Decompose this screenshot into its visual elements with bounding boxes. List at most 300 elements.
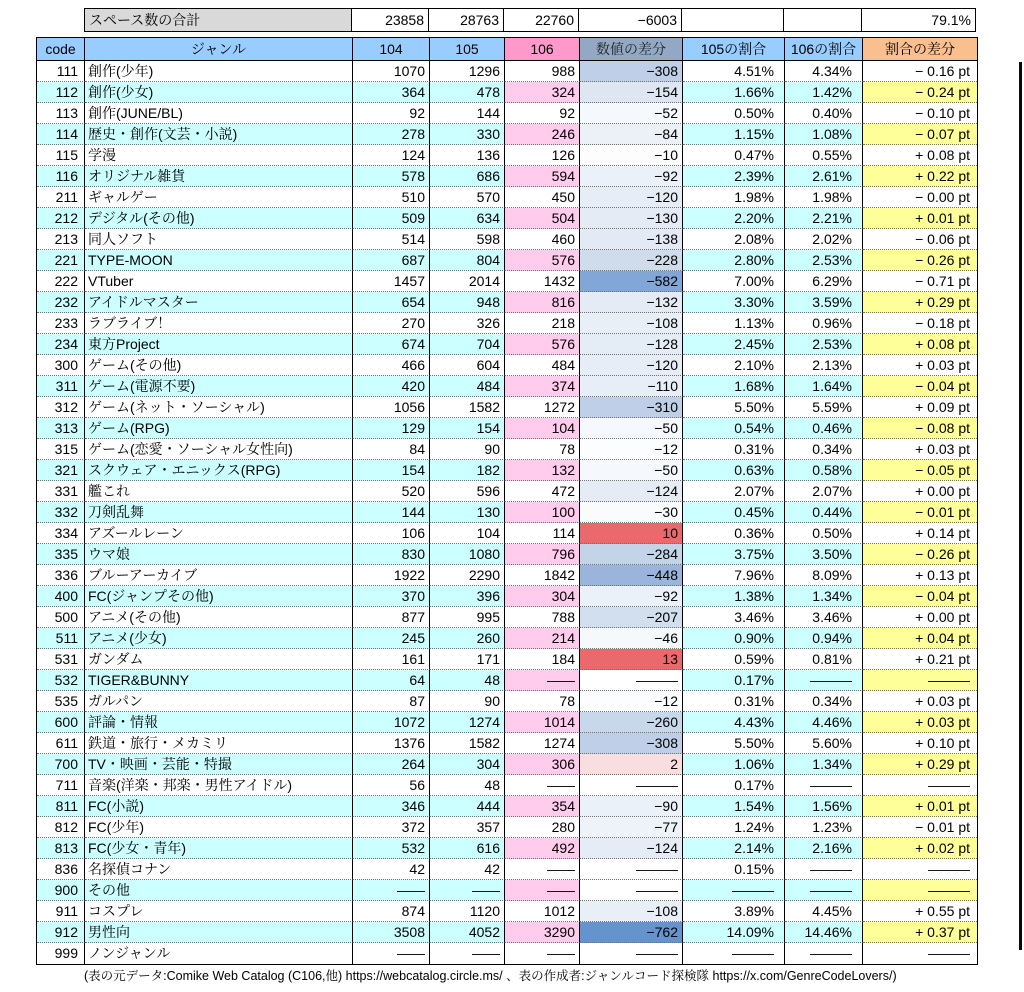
cell-code[interactable]: 711 <box>37 775 85 796</box>
cell-pdiff[interactable]: + 0.37 pt <box>863 922 977 943</box>
cell-c104[interactable]: 1457 <box>353 271 430 292</box>
cell-c105[interactable]: 154 <box>430 418 505 439</box>
cell-c104[interactable]: 874 <box>353 901 430 922</box>
cell-code[interactable]: 222 <box>37 271 85 292</box>
cell-p105[interactable]: 7.00% <box>683 271 785 292</box>
cell-c106[interactable]: 1272 <box>505 397 580 418</box>
cell-p105[interactable]: 0.31% <box>683 439 785 460</box>
cell-c106[interactable]: —— <box>505 880 580 901</box>
cell-genre[interactable]: 同人ソフト <box>85 229 353 250</box>
cell-c105[interactable]: 48 <box>430 670 505 691</box>
cell-c106[interactable]: 218 <box>505 313 580 334</box>
cell-p106[interactable]: 3.46% <box>785 607 863 628</box>
column-header-code[interactable]: code <box>37 38 85 61</box>
cell-c104[interactable]: 129 <box>353 418 430 439</box>
cell-c106[interactable]: 132 <box>505 460 580 481</box>
cell-diff[interactable]: −12 <box>580 691 683 712</box>
cell-c104[interactable]: 124 <box>353 145 430 166</box>
cell-c104[interactable]: 510 <box>353 187 430 208</box>
cell-c105[interactable]: 2290 <box>430 565 505 586</box>
cell-p106[interactable]: 1.23% <box>785 817 863 838</box>
cell-diff[interactable]: −30 <box>580 502 683 523</box>
cell-c105[interactable]: 484 <box>430 376 505 397</box>
cell-diff[interactable]: −50 <box>580 418 683 439</box>
cell-diff[interactable]: −120 <box>580 355 683 376</box>
cell-p105[interactable]: 1.68% <box>683 376 785 397</box>
cell-pdiff[interactable]: − 0.05 pt <box>863 460 977 481</box>
cell-p105[interactable]: 0.50% <box>683 103 785 124</box>
cell-code[interactable]: 321 <box>37 460 85 481</box>
cell-c105[interactable]: 1080 <box>430 544 505 565</box>
cell-c105[interactable]: 330 <box>430 124 505 145</box>
cell-p106[interactable]: 0.34% <box>785 691 863 712</box>
cell-genre[interactable]: 学漫 <box>85 145 353 166</box>
cell-pdiff[interactable]: + 0.04 pt <box>863 628 977 649</box>
cell-genre[interactable]: 鉄道・旅行・メカミリ <box>85 733 353 754</box>
cell-genre[interactable]: 男性向 <box>85 922 353 943</box>
cell-genre[interactable]: 歴史・創作(文芸・小説) <box>85 124 353 145</box>
summary-label-cell[interactable]: スペース数の合計 <box>84 8 352 32</box>
cell-c106[interactable]: —— <box>505 943 580 964</box>
cell-c104[interactable]: 106 <box>353 523 430 544</box>
cell-c104[interactable]: 830 <box>353 544 430 565</box>
cell-genre[interactable]: ギャルゲー <box>85 187 353 208</box>
cell-genre[interactable]: FC(小説) <box>85 796 353 817</box>
cell-c106[interactable]: 788 <box>505 607 580 628</box>
cell-c106[interactable]: 100 <box>505 502 580 523</box>
cell-code[interactable]: 300 <box>37 355 85 376</box>
cell-p106[interactable]: 4.45% <box>785 901 863 922</box>
cell-diff[interactable]: −228 <box>580 250 683 271</box>
cell-pdiff[interactable]: + 0.13 pt <box>863 565 977 586</box>
column-header-share-diff[interactable]: 割合の差分 <box>863 38 977 61</box>
cell-p106[interactable]: 0.50% <box>785 523 863 544</box>
cell-diff[interactable]: −120 <box>580 187 683 208</box>
cell-c106[interactable]: —— <box>505 859 580 880</box>
cell-p106[interactable]: 1.64% <box>785 376 863 397</box>
cell-p106[interactable]: 6.29% <box>785 271 863 292</box>
cell-pdiff[interactable]: ——— <box>863 670 977 691</box>
cell-p105[interactable]: 2.07% <box>683 481 785 502</box>
cell-c104[interactable]: —— <box>353 943 430 964</box>
cell-c106[interactable]: 816 <box>505 292 580 313</box>
cell-code[interactable]: 232 <box>37 292 85 313</box>
cell-p106[interactable]: 1.56% <box>785 796 863 817</box>
cell-c106[interactable]: 92 <box>505 103 580 124</box>
cell-pdiff[interactable]: − 0.71 pt <box>863 271 977 292</box>
cell-pdiff[interactable]: + 0.10 pt <box>863 733 977 754</box>
cell-code[interactable]: 116 <box>37 166 85 187</box>
cell-pdiff[interactable]: + 0.21 pt <box>863 649 977 670</box>
cell-p106[interactable]: 5.60% <box>785 733 863 754</box>
cell-pdiff[interactable]: ——— <box>863 859 977 880</box>
cell-c104[interactable]: 92 <box>353 103 430 124</box>
cell-p105[interactable]: 4.51% <box>683 61 785 82</box>
cell-p105[interactable]: 0.47% <box>683 145 785 166</box>
cell-c104[interactable]: —— <box>353 880 430 901</box>
cell-pdiff[interactable]: + 0.03 pt <box>863 712 977 733</box>
cell-c104[interactable]: 514 <box>353 229 430 250</box>
cell-p106[interactable]: 2.61% <box>785 166 863 187</box>
cell-p105[interactable]: 5.50% <box>683 733 785 754</box>
cell-diff[interactable]: −110 <box>580 376 683 397</box>
cell-p106[interactable]: 0.96% <box>785 313 863 334</box>
cell-code[interactable]: 611 <box>37 733 85 754</box>
cell-c105[interactable]: 598 <box>430 229 505 250</box>
cell-c104[interactable]: 509 <box>353 208 430 229</box>
cell-c104[interactable]: 420 <box>353 376 430 397</box>
cell-code[interactable]: 336 <box>37 565 85 586</box>
cell-p105[interactable]: 5.50% <box>683 397 785 418</box>
cell-genre[interactable]: 東方Project <box>85 334 353 355</box>
cell-p106[interactable]: 3.50% <box>785 544 863 565</box>
column-header-106-share[interactable]: 106の割合 <box>785 38 863 61</box>
cell-c106[interactable]: 324 <box>505 82 580 103</box>
cell-genre[interactable]: アニメ(少女) <box>85 628 353 649</box>
column-header-104[interactable]: 104 <box>353 38 430 61</box>
cell-pdiff[interactable]: + 0.09 pt <box>863 397 977 418</box>
cell-genre[interactable]: 名探偵コナン <box>85 859 353 880</box>
cell-p106[interactable]: ——— <box>785 670 863 691</box>
cell-c104[interactable]: 84 <box>353 439 430 460</box>
cell-c106[interactable]: 354 <box>505 796 580 817</box>
cell-p105[interactable]: 7.96% <box>683 565 785 586</box>
cell-c106[interactable]: 796 <box>505 544 580 565</box>
cell-diff[interactable]: −310 <box>580 397 683 418</box>
cell-p106[interactable]: 2.53% <box>785 334 863 355</box>
cell-p105[interactable]: 0.90% <box>683 628 785 649</box>
cell-c105[interactable]: 2014 <box>430 271 505 292</box>
cell-pdiff[interactable]: + 0.03 pt <box>863 355 977 376</box>
cell-pdiff[interactable]: − 0.04 pt <box>863 376 977 397</box>
cell-pdiff[interactable]: + 0.03 pt <box>863 691 977 712</box>
cell-pdiff[interactable]: − 0.10 pt <box>863 103 977 124</box>
cell-c104[interactable]: 144 <box>353 502 430 523</box>
cell-p105[interactable]: 3.30% <box>683 292 785 313</box>
cell-c106[interactable]: 472 <box>505 481 580 502</box>
cell-code[interactable]: 535 <box>37 691 85 712</box>
cell-pdiff[interactable]: − 0.24 pt <box>863 82 977 103</box>
cell-c106[interactable]: 576 <box>505 334 580 355</box>
cell-c106[interactable]: 1432 <box>505 271 580 292</box>
cell-genre[interactable]: 創作(少女) <box>85 82 353 103</box>
cell-genre[interactable]: ノンジャンル <box>85 943 353 964</box>
cell-pdiff[interactable]: + 0.02 pt <box>863 838 977 859</box>
column-header-106[interactable]: 106 <box>505 38 580 61</box>
cell-c105[interactable]: 995 <box>430 607 505 628</box>
cell-genre[interactable]: TIGER&BUNNY <box>85 670 353 691</box>
summary-blank-cell-1[interactable] <box>681 8 784 32</box>
cell-genre[interactable]: 刀剣乱舞 <box>85 502 353 523</box>
cell-code[interactable]: 911 <box>37 901 85 922</box>
cell-c106[interactable]: 504 <box>505 208 580 229</box>
cell-code[interactable]: 315 <box>37 439 85 460</box>
cell-genre[interactable]: アイドルマスター <box>85 292 353 313</box>
cell-diff[interactable]: −132 <box>580 292 683 313</box>
cell-diff[interactable]: −308 <box>580 733 683 754</box>
cell-genre[interactable]: ブルーアーカイブ <box>85 565 353 586</box>
cell-c104[interactable]: 56 <box>353 775 430 796</box>
cell-c104[interactable]: 364 <box>353 82 430 103</box>
cell-genre[interactable]: アニメ(その他) <box>85 607 353 628</box>
cell-c104[interactable]: 687 <box>353 250 430 271</box>
cell-diff[interactable]: −154 <box>580 82 683 103</box>
cell-c106[interactable]: 214 <box>505 628 580 649</box>
cell-c106[interactable]: 184 <box>505 649 580 670</box>
cell-code[interactable]: 113 <box>37 103 85 124</box>
cell-c104[interactable]: 346 <box>353 796 430 817</box>
cell-c104[interactable]: 1070 <box>353 61 430 82</box>
cell-p106[interactable]: 1.42% <box>785 82 863 103</box>
cell-code[interactable]: 332 <box>37 502 85 523</box>
cell-c106[interactable]: —— <box>505 670 580 691</box>
cell-code[interactable]: 900 <box>37 880 85 901</box>
cell-diff[interactable]: −108 <box>580 901 683 922</box>
cell-c104[interactable]: 42 <box>353 859 430 880</box>
cell-genre[interactable]: FC(少女・青年) <box>85 838 353 859</box>
cell-p105[interactable]: 0.15% <box>683 859 785 880</box>
cell-c105[interactable]: 42 <box>430 859 505 880</box>
cell-p105[interactable]: 1.98% <box>683 187 785 208</box>
cell-code[interactable]: 532 <box>37 670 85 691</box>
cell-code[interactable]: 836 <box>37 859 85 880</box>
cell-p105[interactable]: 0.54% <box>683 418 785 439</box>
cell-genre[interactable]: TYPE-MOON <box>85 250 353 271</box>
cell-genre[interactable]: オリジナル雑貨 <box>85 166 353 187</box>
cell-pdiff[interactable]: − 0.08 pt <box>863 418 977 439</box>
summary-total-106-cell[interactable]: 22760 <box>503 8 579 32</box>
cell-c105[interactable]: 357 <box>430 817 505 838</box>
cell-genre[interactable]: ガンダム <box>85 649 353 670</box>
cell-p105[interactable]: 0.59% <box>683 649 785 670</box>
cell-c105[interactable]: 130 <box>430 502 505 523</box>
cell-pdiff[interactable]: + 0.01 pt <box>863 796 977 817</box>
cell-diff[interactable]: −46 <box>580 628 683 649</box>
cell-c105[interactable]: 634 <box>430 208 505 229</box>
cell-diff[interactable]: −50 <box>580 460 683 481</box>
cell-pdiff[interactable]: + 0.00 pt <box>863 481 977 502</box>
summary-ratio-cell[interactable]: 79.1% <box>861 8 976 32</box>
cell-code[interactable]: 115 <box>37 145 85 166</box>
cell-p106[interactable]: 2.16% <box>785 838 863 859</box>
cell-code[interactable]: 212 <box>37 208 85 229</box>
cell-p105[interactable]: 0.45% <box>683 502 785 523</box>
cell-code[interactable]: 812 <box>37 817 85 838</box>
cell-pdiff[interactable]: + 0.03 pt <box>863 439 977 460</box>
cell-p105[interactable]: 4.43% <box>683 712 785 733</box>
cell-diff[interactable]: 2 <box>580 754 683 775</box>
cell-p106[interactable]: 8.09% <box>785 565 863 586</box>
cell-c104[interactable]: 578 <box>353 166 430 187</box>
cell-diff[interactable]: ——— <box>580 859 683 880</box>
cell-p106[interactable]: 0.40% <box>785 103 863 124</box>
cell-code[interactable]: 234 <box>37 334 85 355</box>
cell-code[interactable]: 111 <box>37 61 85 82</box>
cell-c104[interactable]: 87 <box>353 691 430 712</box>
cell-p105[interactable]: 1.24% <box>683 817 785 838</box>
column-header-genre[interactable]: ジャンル <box>85 38 353 61</box>
cell-c106[interactable]: 1842 <box>505 565 580 586</box>
cell-c105[interactable]: 616 <box>430 838 505 859</box>
cell-code[interactable]: 531 <box>37 649 85 670</box>
cell-diff[interactable]: −260 <box>580 712 683 733</box>
cell-p105[interactable]: 2.45% <box>683 334 785 355</box>
cell-diff[interactable]: −138 <box>580 229 683 250</box>
cell-code[interactable]: 700 <box>37 754 85 775</box>
cell-pdiff[interactable]: − 0.01 pt <box>863 817 977 838</box>
cell-p106[interactable]: 0.55% <box>785 145 863 166</box>
cell-genre[interactable]: スクウェア・エニックス(RPG) <box>85 460 353 481</box>
cell-p105[interactable]: 2.14% <box>683 838 785 859</box>
cell-code[interactable]: 335 <box>37 544 85 565</box>
cell-p106[interactable]: ——— <box>785 859 863 880</box>
cell-c104[interactable]: 264 <box>353 754 430 775</box>
cell-p105[interactable]: 2.20% <box>683 208 785 229</box>
cell-diff[interactable]: ——— <box>580 775 683 796</box>
cell-diff[interactable]: −762 <box>580 922 683 943</box>
cell-p105[interactable]: 2.39% <box>683 166 785 187</box>
cell-p105[interactable]: ——— <box>683 880 785 901</box>
cell-c105[interactable]: 326 <box>430 313 505 334</box>
cell-code[interactable]: 511 <box>37 628 85 649</box>
cell-code[interactable]: 312 <box>37 397 85 418</box>
cell-genre[interactable]: 艦これ <box>85 481 353 502</box>
cell-c105[interactable]: 4052 <box>430 922 505 943</box>
cell-genre[interactable]: デジタル(その他) <box>85 208 353 229</box>
cell-c104[interactable]: 64 <box>353 670 430 691</box>
cell-diff[interactable]: −207 <box>580 607 683 628</box>
cell-p106[interactable]: 5.59% <box>785 397 863 418</box>
cell-c106[interactable]: 1274 <box>505 733 580 754</box>
cell-c104[interactable]: 1376 <box>353 733 430 754</box>
cell-c106[interactable]: 3290 <box>505 922 580 943</box>
cell-p106[interactable]: 2.02% <box>785 229 863 250</box>
cell-c105[interactable]: 604 <box>430 355 505 376</box>
cell-c104[interactable]: 532 <box>353 838 430 859</box>
cell-diff[interactable]: ——— <box>580 670 683 691</box>
cell-p105[interactable]: 1.15% <box>683 124 785 145</box>
cell-diff[interactable]: −90 <box>580 796 683 817</box>
cell-p106[interactable]: ——— <box>785 880 863 901</box>
cell-p105[interactable]: 3.75% <box>683 544 785 565</box>
cell-genre[interactable]: 創作(JUNE/BL) <box>85 103 353 124</box>
cell-c104[interactable]: 877 <box>353 607 430 628</box>
cell-c104[interactable]: 3508 <box>353 922 430 943</box>
cell-genre[interactable]: FC(少年) <box>85 817 353 838</box>
cell-genre[interactable]: ゲーム(RPG) <box>85 418 353 439</box>
cell-c105[interactable]: 304 <box>430 754 505 775</box>
cell-diff[interactable]: −92 <box>580 586 683 607</box>
cell-genre[interactable]: アズールレーン <box>85 523 353 544</box>
cell-p106[interactable]: 0.58% <box>785 460 863 481</box>
cell-c105[interactable]: 704 <box>430 334 505 355</box>
cell-c104[interactable]: 674 <box>353 334 430 355</box>
cell-p105[interactable]: 2.80% <box>683 250 785 271</box>
cell-c104[interactable]: 270 <box>353 313 430 334</box>
cell-diff[interactable]: −84 <box>580 124 683 145</box>
cell-pdiff[interactable]: − 0.04 pt <box>863 586 977 607</box>
cell-genre[interactable]: VTuber <box>85 271 353 292</box>
cell-p105[interactable]: 0.17% <box>683 670 785 691</box>
summary-diff-cell[interactable]: −6003 <box>578 8 682 32</box>
cell-c106[interactable]: 576 <box>505 250 580 271</box>
cell-p106[interactable]: ——— <box>785 775 863 796</box>
cell-genre[interactable]: ラブライブ！ <box>85 313 353 334</box>
cell-p105[interactable]: 0.63% <box>683 460 785 481</box>
cell-c105[interactable]: 48 <box>430 775 505 796</box>
cell-code[interactable]: 311 <box>37 376 85 397</box>
cell-c105[interactable]: 948 <box>430 292 505 313</box>
summary-blank-cell-2[interactable] <box>783 8 862 32</box>
cell-diff[interactable]: 13 <box>580 649 683 670</box>
cell-c106[interactable]: 126 <box>505 145 580 166</box>
cell-diff[interactable]: ——— <box>580 943 683 964</box>
cell-c105[interactable]: 144 <box>430 103 505 124</box>
cell-p106[interactable]: 2.13% <box>785 355 863 376</box>
cell-c104[interactable]: 1922 <box>353 565 430 586</box>
cell-c106[interactable]: 374 <box>505 376 580 397</box>
cell-code[interactable]: 600 <box>37 712 85 733</box>
cell-c104[interactable]: 154 <box>353 460 430 481</box>
cell-c105[interactable]: 1296 <box>430 61 505 82</box>
cell-p105[interactable]: 14.09% <box>683 922 785 943</box>
cell-pdiff[interactable]: + 0.29 pt <box>863 292 977 313</box>
cell-code[interactable]: 114 <box>37 124 85 145</box>
cell-genre[interactable]: 評論・情報 <box>85 712 353 733</box>
cell-pdiff[interactable]: − 0.18 pt <box>863 313 977 334</box>
cell-c104[interactable]: 245 <box>353 628 430 649</box>
cell-c104[interactable]: 161 <box>353 649 430 670</box>
cell-p105[interactable]: 2.10% <box>683 355 785 376</box>
cell-diff[interactable]: −92 <box>580 166 683 187</box>
cell-p105[interactable]: 1.66% <box>683 82 785 103</box>
cell-c105[interactable]: 182 <box>430 460 505 481</box>
cell-c106[interactable]: 450 <box>505 187 580 208</box>
cell-p106[interactable]: 0.81% <box>785 649 863 670</box>
cell-c105[interactable]: 90 <box>430 439 505 460</box>
cell-c105[interactable]: 1120 <box>430 901 505 922</box>
cell-c106[interactable]: 304 <box>505 586 580 607</box>
cell-pdiff[interactable]: ——— <box>863 880 977 901</box>
cell-pdiff[interactable]: + 0.14 pt <box>863 523 977 544</box>
cell-code[interactable]: 500 <box>37 607 85 628</box>
cell-p105[interactable]: 0.31% <box>683 691 785 712</box>
cell-diff[interactable]: ——— <box>580 880 683 901</box>
cell-genre[interactable]: その他 <box>85 880 353 901</box>
cell-pdiff[interactable]: − 0.00 pt <box>863 187 977 208</box>
cell-genre[interactable]: ガルパン <box>85 691 353 712</box>
cell-genre[interactable]: FC(ジャンプその他) <box>85 586 353 607</box>
cell-c104[interactable]: 1072 <box>353 712 430 733</box>
cell-p106[interactable]: 0.94% <box>785 628 863 649</box>
cell-p105[interactable]: 1.54% <box>683 796 785 817</box>
cell-p106[interactable]: 4.34% <box>785 61 863 82</box>
cell-p105[interactable]: 0.36% <box>683 523 785 544</box>
cell-p106[interactable]: 4.46% <box>785 712 863 733</box>
cell-c106[interactable]: 280 <box>505 817 580 838</box>
cell-p105[interactable]: 1.38% <box>683 586 785 607</box>
cell-c104[interactable]: 466 <box>353 355 430 376</box>
cell-diff[interactable]: 10 <box>580 523 683 544</box>
cell-c105[interactable]: 804 <box>430 250 505 271</box>
cell-c105[interactable]: 478 <box>430 82 505 103</box>
cell-code[interactable]: 221 <box>37 250 85 271</box>
cell-c105[interactable]: —— <box>430 880 505 901</box>
cell-p105[interactable]: 1.13% <box>683 313 785 334</box>
cell-p106[interactable]: 0.46% <box>785 418 863 439</box>
cell-code[interactable]: 211 <box>37 187 85 208</box>
cell-code[interactable]: 112 <box>37 82 85 103</box>
